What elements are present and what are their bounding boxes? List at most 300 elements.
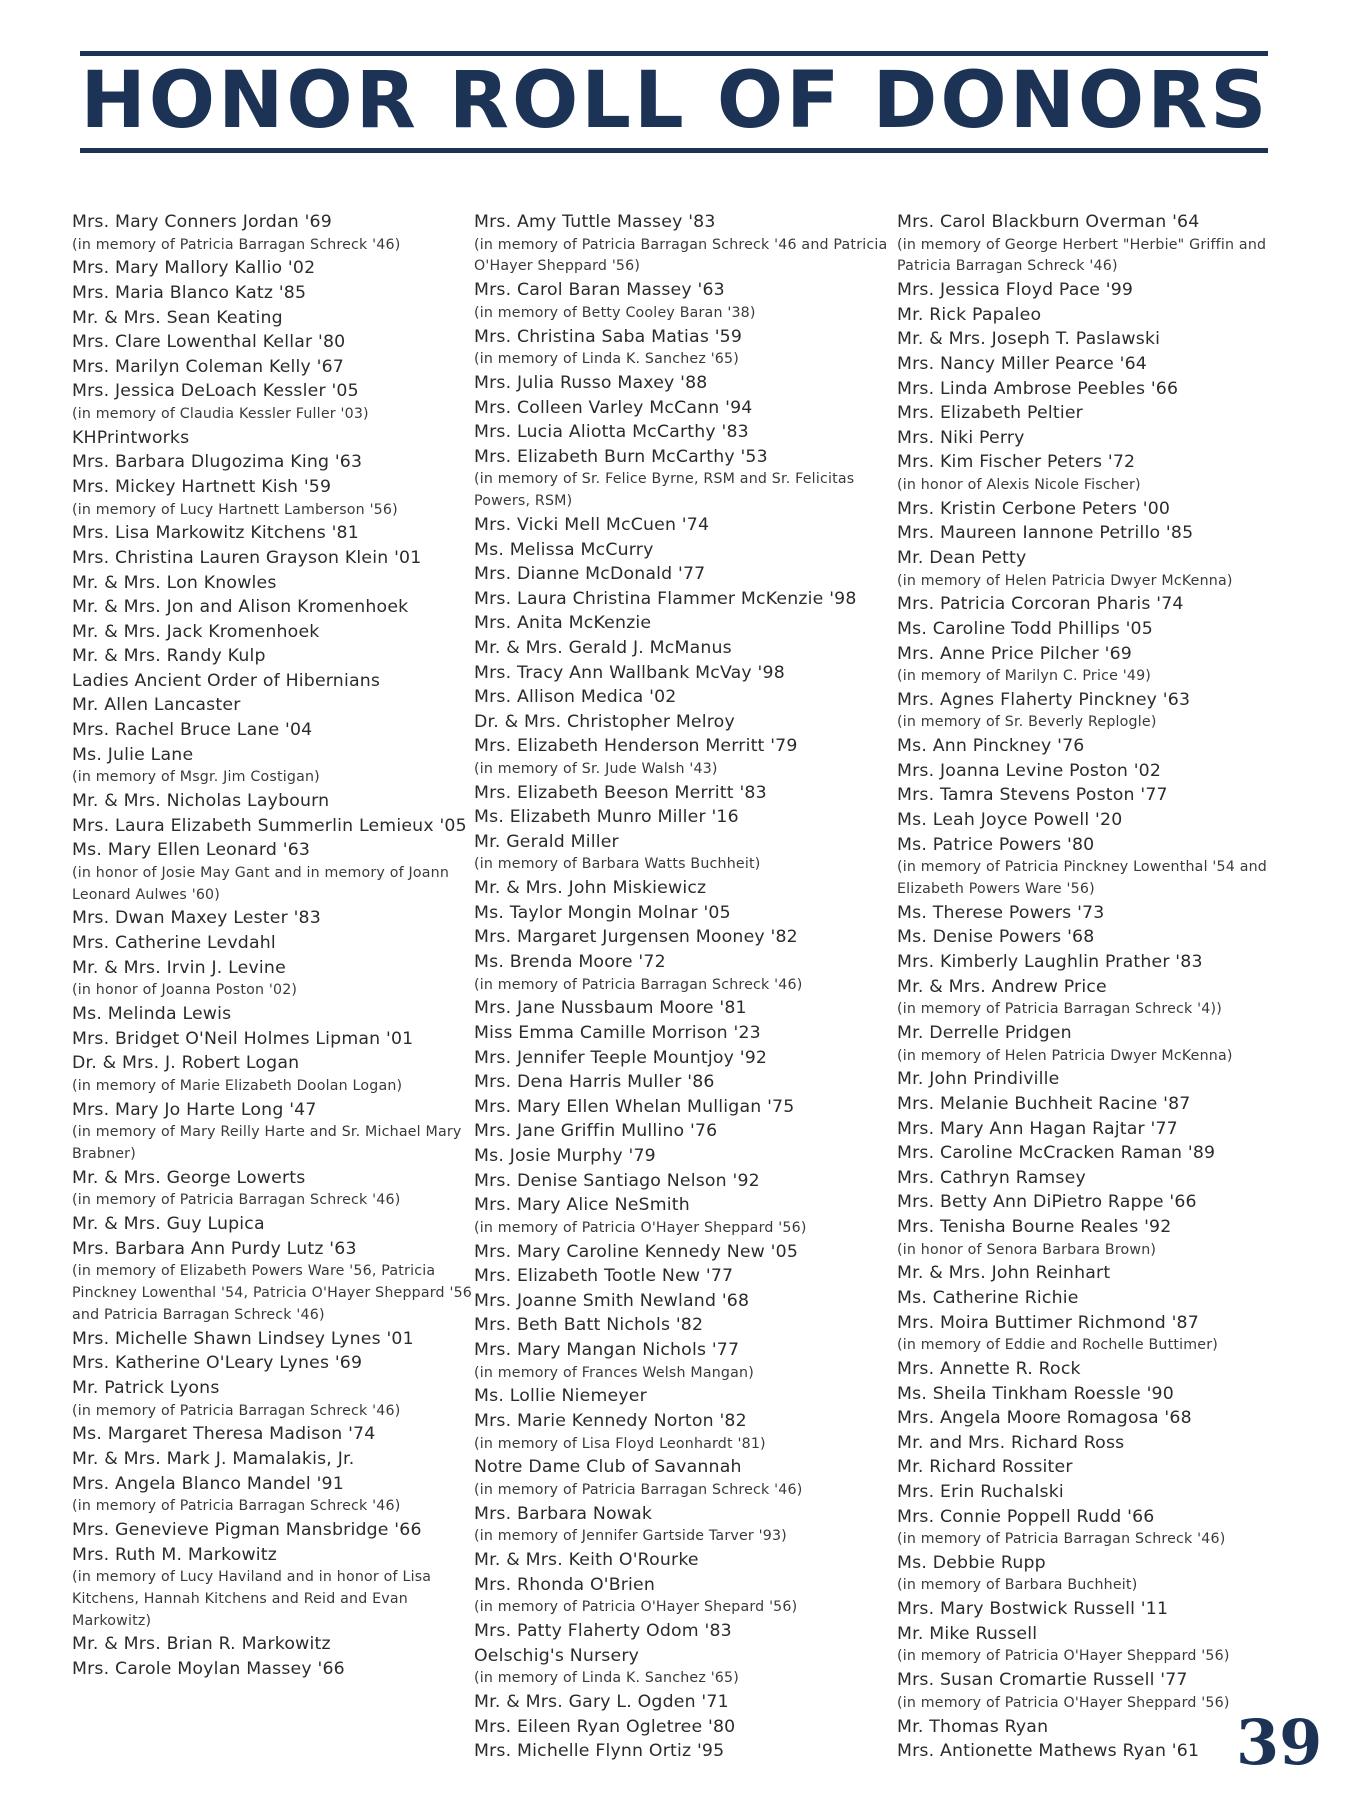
donor-entry [474,538,892,563]
donor-entry [474,685,892,710]
donor-name: Mrs. Carole Moylan Massey '66 [72,1659,345,1680]
donor-name: Ms. Catherine Richie [897,1287,1079,1308]
donor-name: Mrs. Joanne Smith Newland '68 [474,1290,750,1311]
donor-entry [474,1313,892,1338]
donor-tribute-note: (in memory of Patricia Barragan Schreck '46) [72,1192,401,1209]
donor-tribute-note: (in memory of Patricia Pinckney Lowenthal '54 and Elizabeth Powers Ware '56) [897,859,1267,898]
donor-name: KHPrintworks [72,427,190,448]
donor-entry [72,956,474,1002]
donor-tribute-note: (in memory of Patricia Barragan Schreck '46) [474,976,803,993]
donor-name: Mr. & Mrs. Irvin J. Levine [72,957,286,978]
donor-name: Oelschig's Nursery [474,1645,640,1666]
donor-tribute-note: (in memory of Lucy Hartnett Lamberson '56) [72,501,398,518]
donor-name: Mrs. Katherine O'Leary Lynes '69 [72,1353,363,1374]
donor-name: Mr. & Mrs. John Miskiewicz [474,878,707,899]
donor-entry [72,595,474,620]
donor-name: Mrs. Elizabeth Henderson Merritt '79 [474,736,798,757]
donor-entry [72,330,474,355]
donor-name: Mrs. Allison Medica '02 [474,687,677,708]
donor-name: Mr. Rick Papaleo [897,304,1042,325]
donor-tribute-note: (in memory of Msgr. Jim Costigan) [72,769,320,786]
donor-entry [474,210,892,278]
donor-tribute-note: (in memory of Barbara Watts Buchheit) [474,856,761,873]
donor-entry [474,1264,892,1289]
donor-entry [72,620,474,645]
donor-entry [474,1455,892,1501]
donor-name: Mrs. Angela Moore Romagosa '68 [897,1408,1192,1429]
donor-entry [72,355,474,380]
donor-tribute-note: (in memory of Lucy Haviland and in honor of Lisa Kitchens, Hannah Kitchens and Reid and Evan Markowitz) [72,1569,432,1629]
donor-entry [72,546,474,571]
donor-entry [72,1098,474,1166]
donor-entry [72,669,474,694]
donor-entry [72,1002,474,1027]
donor-tribute-note: (in memory of Patricia O'Hayer Shepard '56) [474,1599,798,1616]
donor-entry [72,521,474,546]
donor-entry [72,1543,474,1633]
donor-name: Ms. Leah Joyce Powell '20 [897,810,1123,831]
donor-name: Notre Dame Club of Savannah [474,1457,742,1478]
donor-name: Mrs. Jane Griffin Mullino '76 [474,1121,718,1142]
donor-entry [474,925,892,950]
donor-entry [474,445,892,513]
donor-tribute-note: (in memory of Claudia Kessler Fuller '03) [72,405,369,422]
donor-entry [72,906,474,931]
donor-name: Mrs. Angela Blanco Mandel '91 [72,1473,344,1494]
donor-name: Mrs. Antionette Mathews Ryan '61 [897,1741,1200,1762]
donor-name: Mrs. Nancy Miller Pearce '64 [897,353,1147,374]
donor-name: Mrs. Marie Kennedy Norton '82 [474,1410,747,1431]
donor-entry [474,710,892,735]
donor-entry [897,1406,1309,1431]
donor-name: Mrs. Barbara Nowak [474,1503,653,1524]
donor-name: Mrs. Mary Conners Jordan '69 [72,212,332,232]
donor-entry [897,975,1309,1021]
donor-entry [897,352,1309,377]
donor-entry [72,1027,474,1052]
donor-name: Mrs. Mary Jo Harte Long '47 [72,1099,317,1120]
donor-entry [72,931,474,956]
donor-tribute-note: (in memory of Patricia O'Hayer Sheppard '56) [897,1694,1230,1711]
donor-name: Mrs. Jennifer Teeple Mountjoy '92 [474,1047,768,1068]
donor-entry [474,901,892,926]
donor-entry [474,562,892,587]
donor-name: Mrs. Caroline McCracken Raman '89 [897,1143,1216,1164]
donor-entry [897,901,1309,926]
donor-name: Mrs. Kristin Cerbone Peters '00 [897,498,1171,519]
donor-name: Mrs. Marilyn Coleman Kelly '67 [72,356,344,377]
donor-tribute-note: (in memory of Jennifer Gartside Tarver '93) [474,1528,787,1545]
donor-name: Mrs. Patricia Corcoran Pharis '74 [897,594,1184,615]
donor-entry [897,783,1309,808]
donor-name: Mrs. Christina Saba Matias '59 [474,326,743,347]
donor-name: Mrs. Beth Batt Nichols '82 [474,1315,704,1336]
donor-entry [72,1351,474,1376]
donor-entry [474,325,892,371]
donor-entry [474,1573,892,1619]
donor-entry [897,734,1309,759]
donor-tribute-note: (in honor of Joanna Poston '02) [72,982,298,999]
donor-entry [897,1067,1309,1092]
donor-name: Mrs. Carol Baran Massey '63 [474,280,725,301]
donor-tribute-note: (in memory of Sr. Felice Byrne, RSM and Sr. Felicitas Powers, RSM) [474,471,855,510]
donor-name: Dr. & Mrs. J. Robert Logan [72,1053,300,1074]
donor-name: Mr. Dean Petty [897,547,1027,568]
donor-entry [474,1619,892,1644]
donor-name: Mrs. Susan Cromartie Russell '77 [897,1670,1188,1691]
donor-name: Mr. & Mrs. Mark J. Mamalakis, Jr. [72,1448,355,1469]
donor-name: Mrs. Elizabeth Burn McCarthy '53 [474,446,768,467]
donor-entry [897,1505,1309,1551]
donor-name: Ms. Lollie Niemeyer [474,1386,647,1407]
donor-name: Mr. Gerald Miller [474,831,619,852]
donor-name: Mrs. Anita McKenzie [474,613,652,634]
donor-entry [72,379,474,425]
donor-entry [72,1657,474,1682]
donor-entry [897,1622,1309,1668]
donor-entry [897,1215,1309,1261]
donor-entry [72,1632,474,1657]
donor-name: Mr. & Mrs. Lon Knowles [72,572,277,593]
donor-name: Mrs. Anne Price Pilcher '69 [897,643,1132,664]
donor-name: Mr. & Mrs. Sean Keating [72,307,283,328]
donor-name: Ms. Elizabeth Munro Miller '16 [474,807,739,828]
donor-name: Mr. & Mrs. Joseph T. Paslawski [897,329,1161,350]
donor-name: Mr. & Mrs. Keith O'Rourke [474,1550,699,1571]
donor-name: Ms. Ann Pinckney '76 [897,736,1085,757]
donor-name: Ms. Josie Murphy '79 [474,1145,656,1166]
donor-entry [474,1119,892,1144]
donor-entry [72,644,474,669]
donor-entry [72,1376,474,1422]
donor-entry [72,718,474,743]
donor-entry [897,1455,1309,1480]
donor-entry [474,950,892,996]
donor-entry [897,450,1309,496]
donor-entry [474,396,892,421]
donor-name: Mrs. Julia Russo Maxey '88 [474,372,708,393]
donor-name: Mrs. Kim Fischer Peters '72 [897,452,1136,473]
donor-name: Mrs. Michelle Flynn Ortiz '95 [474,1741,725,1762]
donor-name: Ms. Julie Lane [72,744,194,765]
donor-tribute-note: (in memory of Lisa Floyd Leonhardt '81) [474,1435,766,1452]
donor-entry [72,1237,474,1327]
donor-name: Mr. Allen Lancaster [72,695,241,716]
donor-entry [897,1286,1309,1311]
donor-entry [897,759,1309,784]
donor-name: Mr. & Mrs. Guy Lupica [72,1214,265,1235]
donor-entry [474,636,892,661]
donor-entry [72,1327,474,1352]
donor-name: Mr. & Mrs. Jack Kromenhoek [72,621,320,642]
donor-entry [474,371,892,396]
donor-entry [474,513,892,538]
donor-name: Mrs. Mary Bostwick Russell '11 [897,1599,1169,1620]
donor-entry [474,1169,892,1194]
donor-entry [474,611,892,636]
donor-entry [897,592,1309,617]
donor-entry [72,281,474,306]
donor-tribute-note: (in memory of Mary Reilly Harte and Sr. Michael Mary Brabner) [72,1124,462,1162]
donor-entry [72,838,474,906]
donor-column-3 [897,210,1309,1764]
donor-name: Mrs. Mary Mangan Nichols '77 [474,1339,740,1360]
donor-name: Mr. & Mrs. George Lowerts [72,1167,306,1188]
donor-name: Mrs. Margaret Jurgensen Mooney '82 [474,927,798,948]
donor-name: Mrs. Tenisha Bourne Reales '92 [897,1216,1172,1237]
donor-name: Mr. & Mrs. Brian R. Markowitz [72,1634,331,1655]
donor-name: Mrs. Mickey Hartnett Kish '59 [72,476,332,497]
donor-name: Mrs. Patty Flaherty Odom '83 [474,1621,732,1642]
donor-entry [474,734,892,780]
donor-entry [72,1447,474,1472]
donor-name: Mrs. Jessica Floyd Pace '99 [897,280,1134,301]
donor-entry [474,420,892,445]
donor-tribute-note: (in memory of Patricia Barragan Schreck '4)) [897,1001,1222,1018]
donor-entry [72,1518,474,1543]
donor-name: Mrs. Joanna Levine Poston '02 [897,760,1162,781]
donor-name: Mrs. Mary Ann Hagan Rajtar '77 [897,1118,1178,1139]
donor-name: Ms. Melinda Lewis [72,1004,232,1025]
donor-entry [897,426,1309,451]
donor-name: Miss Emma Camille Morrison '23 [474,1023,761,1044]
donor-entry [474,830,892,876]
donor-entry [72,450,474,475]
donor-entry [474,1384,892,1409]
donor-entry [474,1144,892,1169]
donor-name: Ms. Patrice Powers '80 [897,834,1095,855]
donor-name: Mrs. Catherine Levdahl [72,933,276,954]
donor-name: Ms. Sheila Tinkham Roessle '90 [897,1383,1174,1404]
donor-name: Mrs. Jane Nussbaum Moore '81 [474,998,747,1019]
donor-entry [474,876,892,901]
donor-name: Mrs. Maureen Iannone Petrillo '85 [897,523,1194,544]
donor-name: Mrs. Moira Buttimer Richmond '87 [897,1312,1199,1333]
donor-entry [897,1431,1309,1456]
donor-name: Mrs. Betty Ann DiPietro Rappe '66 [897,1192,1197,1213]
donor-name: Mrs. Vicki Mell McCuen '74 [474,514,710,535]
donor-name: Mrs. Melanie Buchheit Racine '87 [897,1094,1191,1114]
donor-tribute-note: (in memory of Eddie and Rochelle Buttimer) [897,1337,1218,1354]
donor-entry [474,805,892,830]
donor-name: Mr. Richard Rossiter [897,1457,1073,1478]
donor-entry [897,1480,1309,1505]
donor-name: Ms. Mary Ellen Leonard '63 [72,840,311,861]
donor-entry [474,1095,892,1120]
donor-name: Mrs. Clare Lowenthal Kellar '80 [72,332,346,353]
donor-entry [474,996,892,1021]
donor-name: Mrs. Lucia Aliotta McCarthy '83 [474,422,749,443]
donor-name: Mrs. Agnes Flaherty Pinckney '63 [897,689,1191,710]
donor-name: Mrs. Christina Lauren Grayson Klein '01 [72,547,422,568]
donor-name: Ms. Brenda Moore '72 [474,952,666,973]
donor-entry [474,1409,892,1455]
donor-name: Mrs. Denise Santiago Nelson '92 [474,1170,760,1191]
donor-tribute-note: (in memory of Barbara Buchheit) [897,1577,1138,1594]
donor-name: Mrs. Erin Ruchalski [897,1481,1064,1502]
donor-name: Mr. & Mrs. Jon and Alison Kromenhoek [72,597,409,618]
donor-tribute-note: (in memory of Linda K. Sanchez '65) [474,351,739,368]
donor-entry [72,571,474,596]
donor-entry [72,1422,474,1447]
donor-name: Mrs. Linda Ambrose Peebles '66 [897,378,1179,399]
donor-name: Mr. Patrick Lyons [72,1377,220,1398]
donor-tribute-note: (in memory of George Herbert "Herbie" Griffin and Patricia Barragan Schreck '46) [897,236,1267,275]
donor-name: Mrs. Jessica DeLoach Kessler '05 [72,381,359,402]
donor-name: Mrs. Dianne McDonald '77 [474,564,706,585]
donor-entry [897,303,1309,328]
donor-entry [72,475,474,521]
donor-tribute-note: (in memory of Marilyn C. Price '49) [897,668,1152,685]
donor-entry [897,521,1309,546]
donor-entry [897,497,1309,522]
donor-entry [72,306,474,331]
donor-name: Mrs. Tamra Stevens Poston '77 [897,785,1168,806]
donor-entry [72,426,474,451]
donor-entry [474,1690,892,1715]
donor-entry [897,1092,1309,1117]
donor-entry [897,1117,1309,1142]
donor-entry [474,1502,892,1548]
donor-name: Mrs. Bridget O'Neil Holmes Lipman '01 [72,1028,414,1049]
donor-entry [474,1240,892,1265]
donor-entry [897,210,1309,278]
donor-tribute-note: (in memory of Marie Elizabeth Doolan Logan) [72,1077,403,1094]
donor-column-2 [474,210,892,1764]
donor-name: Mr. & Mrs. Randy Kulp [72,646,266,667]
donor-entry [897,1311,1309,1357]
donor-tribute-note: (in memory of Patricia Barragan Schreck '46) [897,1531,1226,1548]
donor-name: Mrs. Elizabeth Beeson Merritt '83 [474,782,767,803]
donor-tribute-note: (in memory of Helen Patricia Dwyer McKenna) [897,572,1233,589]
donor-tribute-note: (in memory of Patricia Barragan Schreck '46 and Patricia O'Hayer Sheppard '56) [474,236,888,275]
donor-name: Ms. Melissa McCurry [474,539,654,560]
donor-name: Mrs. Mary Alice NeSmith [474,1195,690,1216]
donor-entry [897,1551,1309,1597]
donor-entry [474,1046,892,1071]
donor-entry [897,1382,1309,1407]
donor-name: Ms. Denise Powers '68 [897,927,1095,948]
donor-name: Ms. Therese Powers '73 [897,902,1105,923]
donor-entry [897,617,1309,642]
donor-entry [474,1548,892,1573]
donor-entry [897,401,1309,426]
donor-name: Mrs. Maria Blanco Katz '85 [72,282,307,303]
donor-entry [474,1021,892,1046]
header-bottom-rule [80,148,1268,153]
donor-entry [474,1070,892,1095]
donor-name: Mrs. Annette R. Rock [897,1358,1081,1379]
donor-tribute-note: (in memory of Frances Welsh Mangan) [474,1364,754,1381]
donor-tribute-note: (in memory of Patricia Barragan Schreck '46) [72,236,401,253]
donor-tribute-note: (in memory of Elizabeth Powers Ware '56, Patricia Pinckney Lowenthal '54, Patricia O'Hayer Sheppard '56 and Patricia Barragan Schreck '46) [72,1263,473,1323]
donor-tribute-note: (in memory of Patricia Barragan Schreck '46) [72,1498,401,1515]
donor-name: Mrs. Rachel Bruce Lane '04 [72,720,313,741]
donor-name: Mr. John Prindiville [897,1069,1060,1090]
donor-entry [72,814,474,839]
donor-name: Mrs. Dena Harris Muller '86 [474,1072,715,1093]
donor-tribute-note: (in memory of Patricia Barragan Schreck '46) [474,1481,803,1498]
donor-name: Mr. & Mrs. Andrew Price [897,976,1107,997]
donor-name: Ladies Ancient Order of Hibernians [72,670,381,691]
donor-entry [897,1141,1309,1166]
donor-entry [897,1597,1309,1622]
donor-name: Mrs. Carol Blackburn Overman '64 [897,212,1200,232]
donor-tribute-note: (in memory of Betty Cooley Baran '38) [474,304,756,321]
donor-name: Mrs. Niki Perry [897,427,1025,448]
donor-entry [897,642,1309,688]
donor-name: Mrs. Ruth M. Markowitz [72,1544,278,1565]
donor-entry [72,256,474,281]
donor-tribute-note: (in memory of Helen Patricia Dwyer McKenna) [897,1047,1233,1064]
donor-name: Mrs. Mary Mallory Kallio '02 [72,258,316,279]
donor-entry [897,950,1309,975]
donor-column-1 [72,210,474,1682]
donor-name: Mrs. Elizabeth Tootle New '77 [474,1266,734,1287]
page-number: 39 [1236,1706,1323,1779]
donor-tribute-note: (in honor of Senora Barbara Brown) [897,1241,1157,1258]
donor-name: Mrs. Mary Caroline Kennedy New '05 [474,1241,799,1262]
donor-tribute-note: (in memory of Sr. Jude Walsh '43) [474,760,718,777]
donor-name: Mrs. Colleen Varley McCann '94 [474,397,753,418]
donor-tribute-note: (in honor of Alexis Nicole Fischer) [897,476,1141,493]
donor-entry [474,661,892,686]
donor-name: Mrs. Barbara Ann Purdy Lutz '63 [72,1238,357,1259]
donor-entry [72,693,474,718]
donor-name: Dr. & Mrs. Christopher Melroy [474,711,735,732]
donor-name: Mrs. Mary Ellen Whelan Mulligan '75 [474,1096,795,1117]
donor-entry [897,278,1309,303]
donor-entry [474,1715,892,1740]
donor-entry [72,743,474,789]
donor-name: Mrs. Michelle Shawn Lindsey Lynes '01 [72,1328,414,1349]
donor-name: Mrs. Amy Tuttle Massey '83 [474,212,716,232]
page-title: HONOR ROLL OF DONORS [80,56,1270,146]
donor-name: Mrs. Connie Poppell Rudd '66 [897,1506,1155,1527]
donor-name: Mr. & Mrs. John Reinhart [897,1263,1111,1284]
donor-name: Mrs. Rhonda O'Brien [474,1574,656,1595]
donor-name: Mrs. Lisa Markowitz Kitchens '81 [72,523,359,544]
donor-name: Mrs. Kimberly Laughlin Prather '83 [897,952,1203,973]
donor-name: Ms. Margaret Theresa Madison '74 [72,1424,376,1445]
donor-entry [72,1166,474,1212]
donor-entry [474,587,892,612]
donor-entry [72,789,474,814]
donor-tribute-note: (in memory of Patricia O'Hayer Sheppard '56) [897,1648,1230,1665]
donor-entry [897,808,1309,833]
donor-tribute-note: (in memory of Sr. Beverly Replogle) [897,714,1157,731]
donor-entry [897,1190,1309,1215]
donor-entry [897,1166,1309,1191]
donor-entry [897,688,1309,734]
donor-entry [72,210,474,256]
donor-name: Mr. Derrelle Pridgen [897,1023,1072,1044]
donor-name: Mrs. Elizabeth Peltier [897,403,1083,424]
donor-name: Mr. and Mrs. Richard Ross [897,1432,1125,1453]
donor-name: Mr. Thomas Ryan [897,1716,1049,1737]
donor-name: Mrs. Cathryn Ramsey [897,1167,1086,1188]
donor-entry [474,1338,892,1384]
donor-name: Mr. & Mrs. Gerald J. McManus [474,637,732,658]
donor-entry [474,1644,892,1690]
donor-tribute-note: (in memory of Patricia Barragan Schreck '46) [72,1402,401,1419]
donor-tribute-note: (in memory of Linda K. Sanchez '65) [474,1670,739,1687]
donor-entry [72,1051,474,1097]
donor-entry [897,925,1309,950]
donor-entry [897,377,1309,402]
donor-entry [474,1739,892,1764]
donor-entry [474,1193,892,1239]
